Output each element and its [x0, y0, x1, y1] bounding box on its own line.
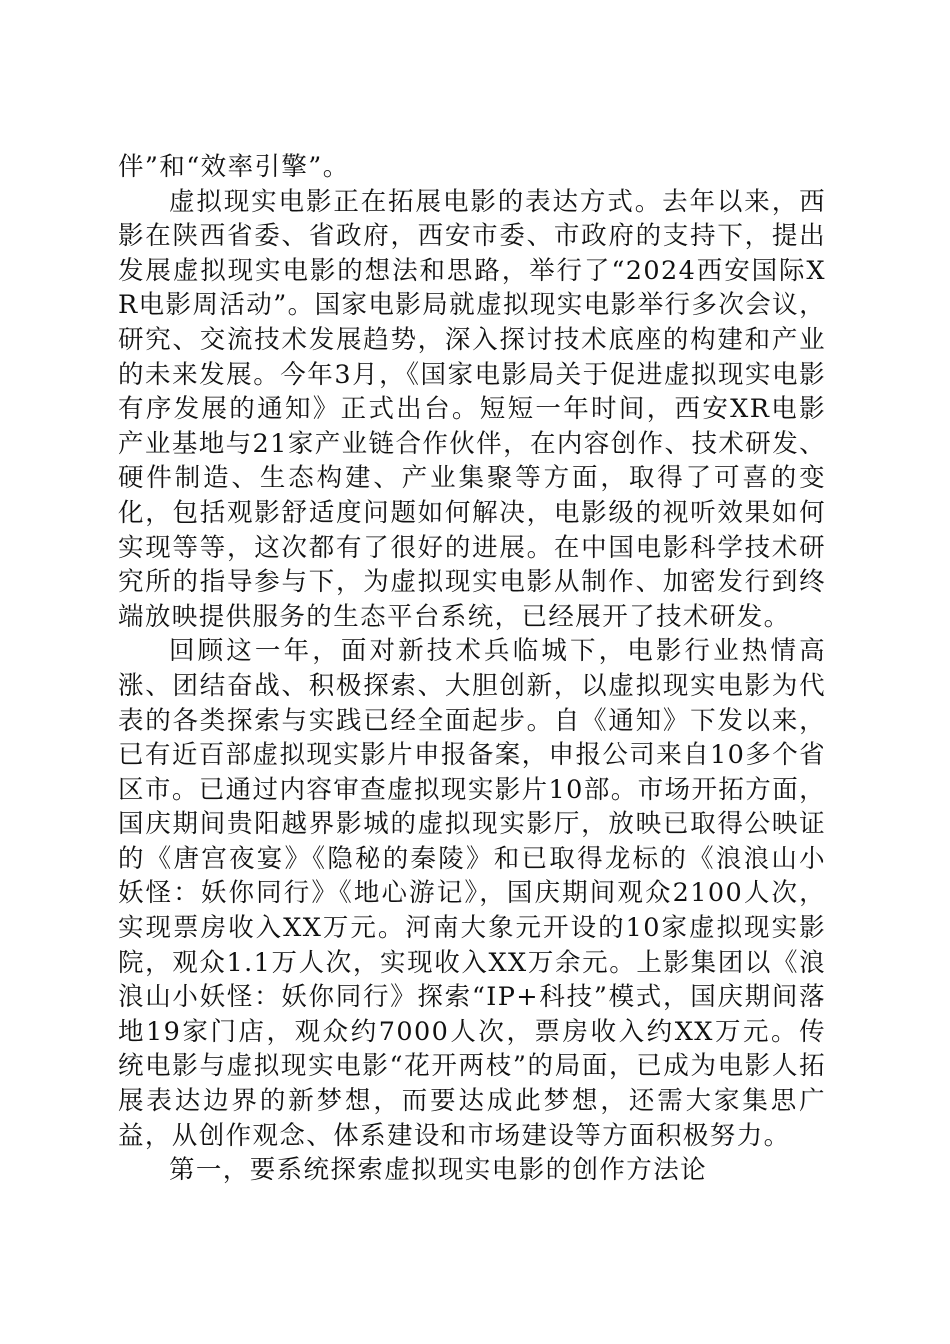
paragraph-continuation: 伴”和“效率引擎”。	[118, 152, 350, 182]
paragraph-year-review: 回顾这一年，面对新技术兵临城下，电影行业热情高涨、团结奋战、积极探索、大胆创新，以虚拟现实电影为代表的各类探索与实践已经全面起步。自《通知》下发以来，已有近百部虚拟现实影片申报备案，申报公司来自10多个省区市。已通过内容审查虚拟现实影片10部。市场开拓方面，国庆期间贵阳越界影城的虚拟现实影厅，放映已取得公映证的《唐宫夜宴》《隐秘的秦陵》和已取得龙标的《浪浪山小妖怪：妖你同行》《地心游记》，国庆期间观众2100人次，实现票房收入XX万元。河南大象元开设的10家虚拟现实影院，观众1.1万人次，实现收入XX万余元。上影集团以《浪浪山小妖怪：妖你同行》探索“IP+科技”模式，国庆期间落地19家门店，观众约7000人次，票房收入约XX万元。传统电影与虚拟现实电影“花开两枝”的局面，已成为电影人拓展表达边界的新梦想，而要达成此梦想，还需大家集思广益，从创作观念、体系建设和市场建设等方面积极努力。	[118, 636, 826, 1151]
section-heading-first: 第一，要系统探索虚拟现实电影的创作方法论	[169, 1155, 708, 1186]
paragraph-xr-film-expression: 虚拟现实电影正在拓展电影的表达方式。去年以来，西影在陕西省委、省政府，西安市委、市政府的支持下，提出发展虚拟现实电影的想法和思路，举行了“2024西安国际XR电影周活动”。国家电影局就虚拟现实电影举行多次会议，研究、交流技术发展趋势，深入探讨技术底座的构建和产业的未来发展。今年3月，《国家电影局关于促进虚拟现实电影有序发展的通知》正式出台。短短一年时间，西安XR电影产业基地与21家产业链合作伙伴，在内容创作、技术研发、硬件制造、生态构建、产业集聚等方面，取得了可喜的变化，包括观影舒适度问题如何解决，电影级的视听效果如何实现等等，这次都有了很好的进展。在中国电影科学技术研究所的指导参与下，为虚拟现实电影从制作、加密发行到终端放映提供服务的生态平台系统，已经展开了技术研发。	[118, 186, 826, 632]
document-body	[118, 150, 826, 1188]
